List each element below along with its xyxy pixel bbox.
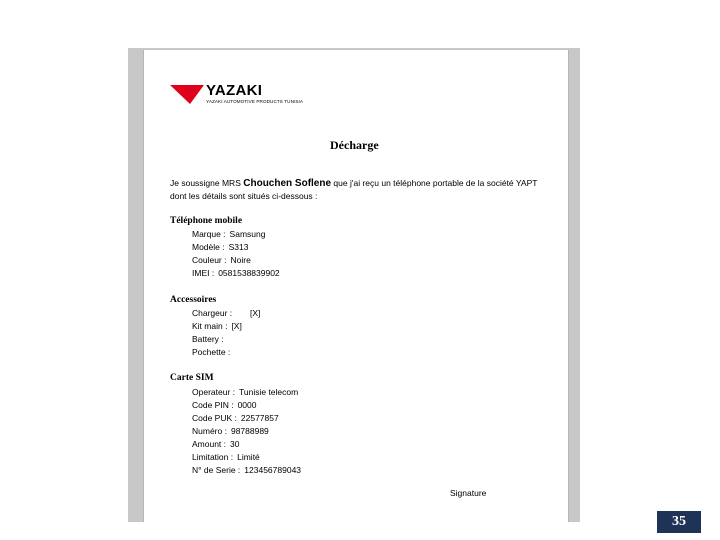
detail-row — [192, 333, 260, 346]
intro-paragraph — [170, 177, 540, 202]
detail-label: Kit main : — [192, 321, 228, 331]
detail-value: Samsung — [229, 229, 266, 239]
detail-row — [192, 451, 301, 464]
detail-value: 22577857 — [240, 413, 279, 423]
detail-label: Limitation : — [192, 452, 234, 462]
detail-row — [192, 386, 301, 399]
detail-label: Modèle : — [192, 242, 225, 252]
detail-value: Limité — [237, 452, 260, 462]
detail-label: Numéro : — [192, 426, 227, 436]
recipient-name: Chouchen Soflene — [243, 178, 332, 189]
detail-label: Code PIN : — [192, 400, 234, 410]
detail-value: 0581538839902 — [218, 268, 280, 278]
detail-value: Noire — [230, 255, 251, 265]
section-title-phone: Téléphone mobile — [170, 216, 243, 226]
detail-value: 30 — [230, 439, 240, 449]
detail-row — [192, 412, 301, 425]
detail-row — [192, 464, 301, 477]
detail-value: Tunisie telecom — [239, 387, 299, 397]
detail-row — [192, 241, 280, 254]
accessories-details — [192, 307, 260, 359]
logo-wordmark: YAZAKI — [206, 82, 263, 99]
intro-prefix: Je soussigne MRS — [170, 178, 241, 188]
detail-label: Code PUK : — [192, 413, 237, 423]
logo-subtitle: YAZAKI AUTOMOTIVE PRODUCTS TUNISIA — [206, 99, 304, 104]
document-title: Décharge — [330, 138, 379, 152]
company-logo — [170, 83, 320, 111]
detail-row — [192, 307, 260, 320]
detail-row — [192, 346, 260, 359]
signature-label: Signature — [450, 488, 487, 498]
detail-label: Pochette : — [192, 347, 231, 357]
phone-details — [192, 228, 280, 280]
sim-details — [192, 386, 301, 477]
detail-value: 98788989 — [230, 426, 269, 436]
detail-label: Marque : — [192, 229, 226, 239]
detail-value: 0000 — [237, 400, 257, 410]
detail-value: [X] — [231, 321, 242, 331]
detail-label: N° de Serie : — [192, 465, 241, 475]
section-title-accessories: Accessoires — [170, 295, 217, 305]
detail-label: Operateur : — [192, 387, 235, 397]
detail-value: 123456789043 — [244, 465, 302, 475]
detail-row — [192, 267, 280, 280]
detail-value: S313 — [228, 242, 249, 252]
page-number-badge: 35 — [657, 511, 701, 533]
detail-label: Chargeur : — [192, 308, 233, 318]
yazaki-logo-icon — [170, 83, 206, 105]
detail-row — [192, 425, 301, 438]
intro-suffix: que j'ai reçu un téléphone portable de la société YAPT dont les détails sont situés ci-dessous : — [170, 178, 538, 201]
detail-row — [192, 254, 280, 267]
detail-row — [192, 228, 280, 241]
detail-row — [192, 320, 260, 333]
detail-value: [X] — [250, 308, 261, 318]
detail-label: IMEI : — [192, 268, 215, 278]
detail-row — [192, 438, 301, 451]
detail-label: Couleur : — [192, 255, 227, 265]
detail-label: Battery : — [192, 334, 224, 344]
section-title-sim: Carte SIM — [170, 373, 214, 383]
detail-label: Amount : — [192, 439, 227, 449]
detail-row — [192, 399, 301, 412]
